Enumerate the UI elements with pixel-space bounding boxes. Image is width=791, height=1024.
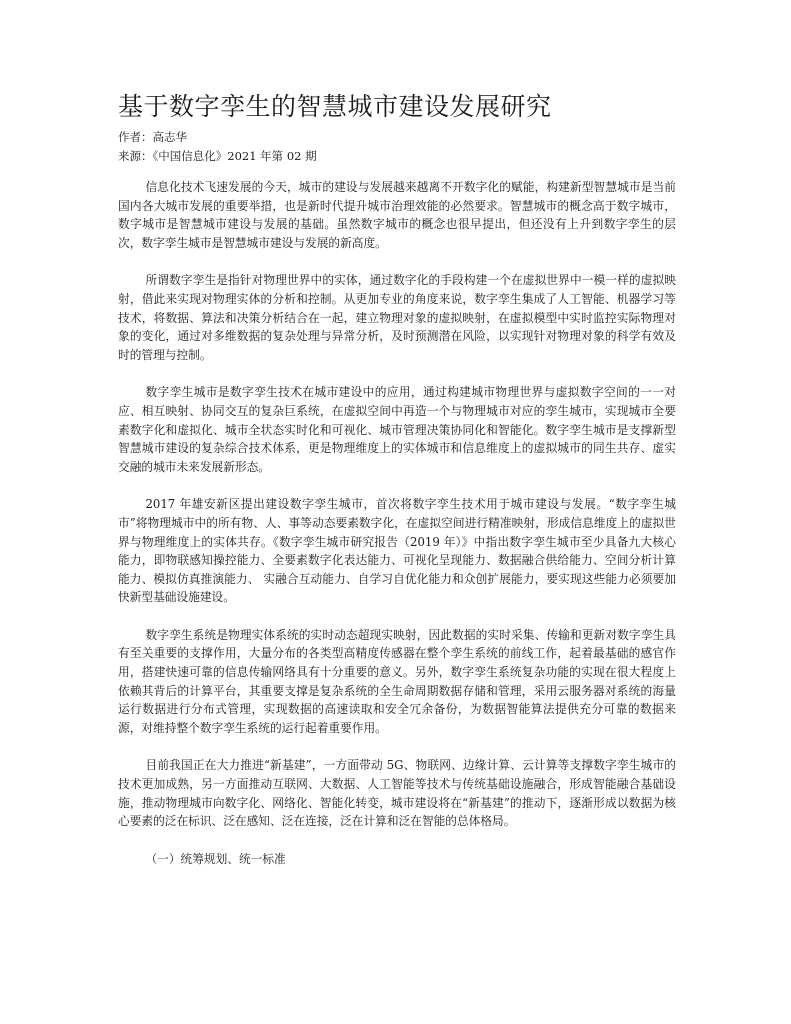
- paragraph-5: 数字孪生系统是物理实体系统的实时动态超现实映射，因此数据的实时采集、传输和更新对数字孪生具有至关重要的支撑作用，大量分布的各类型高精度传感器在整个孪生系统的前线工作，起着最基础的感官作用，搭建快速可靠的信息传输网络具有十分重要的意义。另外，数字孪生系统复杂功能的实现在很大程度上依赖其背后的计算平台，其重要支撑是复杂系统的全生命周期数据存储和管理，采用云服务器对系统的海量运行数据进行分布式管理，实现数据的高速读取和安全冗余备份，为数据智能算法提供充分可靠的数据来源，对维持整个数字孪生系统的运行起着重要作用。: [118, 627, 676, 735]
- paragraph-2: 所谓数字孪生是指针对物理世界中的实体，通过数字化的手段构建一个在虚拟世界中一模一样的虚拟映射，借此来实现对物理实体的分析和控制。从更加专业的角度来说，数字孪生集成了人工智能、机器学习等技术，将数据、算法和决策分析结合在一起，建立物理对象的虚拟映射，在虚拟模型中实时监控实际物理对象的变化，通过对多维数据的复杂处理与异常分析，及时预测潜在风险，以实现针对物理对象的科学有效及时的管理与控制。: [118, 273, 676, 362]
- paragraph-6: 目前我国正在大力推进“新基建”，一方面带动 5G、物联网、边缘计算、云计算等支撑数字孪生城市的技术更加成熟，另一方面推动互联网、大数据、人工智能等技术与传统基础设施融合，形成智能融合基础设施，推动物理城市向数字化、网络化、智能化转变，城市建设将在“新基建”的推动下，逐渐形成以数据为核心要素的泛在标识、泛在感知、泛在连接，泛在计算和泛在智能的总体格局。: [118, 758, 676, 829]
- article-source: 来源：《中国信息化》2021 年第 02 期: [118, 149, 317, 163]
- article-author: 作者：高志华: [118, 130, 187, 144]
- paragraph-1: 信息化技术飞速发展的今天，城市的建设与发展越来越离不开数字化的赋能，构建新型智慧城市是当前国内各大城市发展的重要举措，也是新时代提升城市治理效能的必然要求。智慧城市的概念高于数字城市，数字城市是智慧城市建设与发展的基础。虽然数字城市的概念也很早提出，但还没有上升到数字孪生的层次，数字孪生城市是智慧城市建设与发展的新高度。: [118, 180, 676, 250]
- paragraph-4: 2017 年雄安新区提出建设数字孪生城市，首次将数字孪生技术用于城市建设与发展。“数字孪生城市”将物理城市中的所有物、人、事等动态要素数字化，在虚拟空间进行精准映射，形成信息维度上的虚拟世界与物理维度上的实体共存。《数字孪生城市研究报告（2019 年）》中指出数字孪生城市至少具备九大核心能力，即物联感知操控能力、全要素数字化表达能力、可视化呈现能力、数据融合供给能力、空间分析计算能力、模拟仿真推演能力、 实融合互动能力、自学习自优化能力和众创扩展能力，要实现这些能力必须要加快新型基础设施建设。: [118, 497, 676, 605]
- article-title: 基于数字孪生的智慧城市建设发展研究: [118, 92, 552, 121]
- article-body: [118, 178, 676, 868]
- section-heading: （一）统筹规划、统一标准: [145, 851, 286, 866]
- paragraph-3: 数字孪生城市是数字孪生技术在城市建设中的应用，通过构建城市物理世界与虚拟数字空间的一一对应、相互映射、协同交互的复杂巨系统，在虚拟空间中再造一个与物理城市对应的孪生城市，实现城市全要素数字化和虚拟化、城市全状态实时化和可视化、城市管理决策协同化和智能化。数字孪生城市是支撑新型智慧城市建设的复杂综合技术体系，更是物理维度上的实体城市和信息维度上的虚拟城市的同生共存、虚实交融的城市未来发展新形态。: [118, 385, 676, 474]
